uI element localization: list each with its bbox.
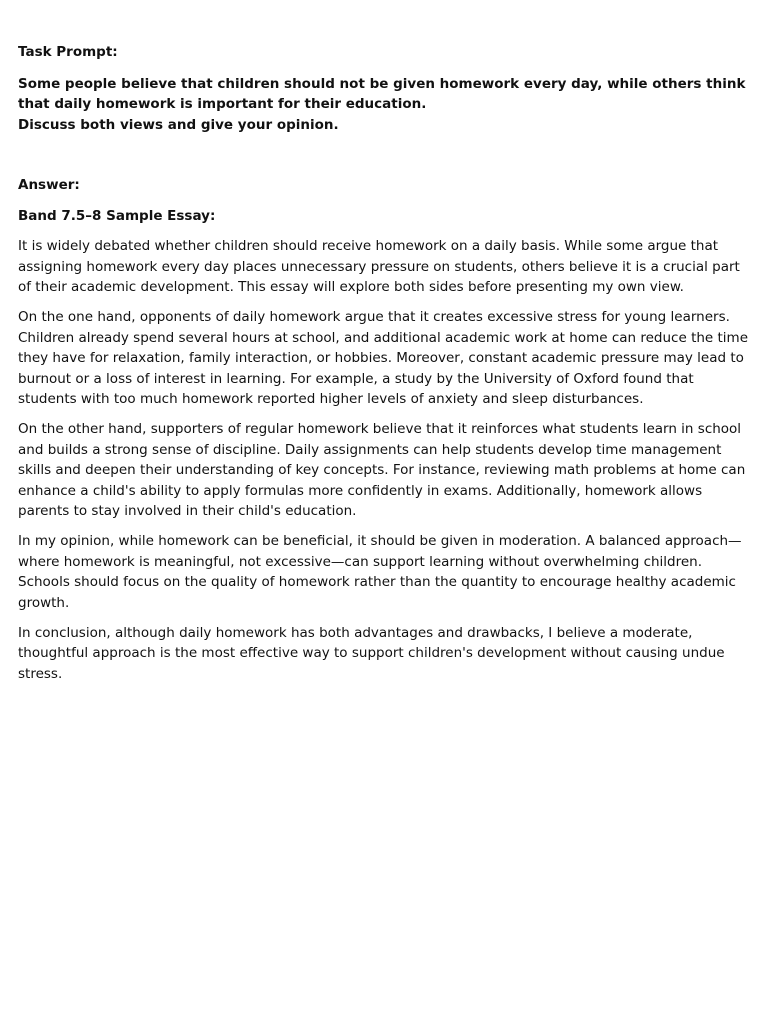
essay-paragraph-introduction: It is widely debated whether children should receive homework on a daily basis. While some argue that assigning homework every day places unnecessary pressure on students, others believe it is a crucial part of their academic development. This essay will explore both sides before presenting my own view. <box>18 238 740 295</box>
band-score-heading: Band 7.5–8 Sample Essay: <box>18 207 216 224</box>
task-prompt-instruction: Discuss both views and give your opinion. <box>18 116 339 133</box>
essay-paragraph-conclusion: In conclusion, although daily homework has both advantages and drawbacks, I believe a moderate, thoughtful approach is the most effective way to support children's development without causing undue stress. <box>18 624 725 682</box>
essay-body <box>18 236 748 684</box>
task-prompt-heading: Task Prompt: <box>18 44 118 60</box>
answer-heading: Answer: <box>18 177 80 193</box>
task-prompt-question: Some people believe that children should not be given homework every day, while others think that daily homework is important for their education. <box>18 75 746 112</box>
essay-paragraph-opponents-view: On the one hand, opponents of daily homework argue that it creates excessive stress for young learners. Children already spend several hours at school, and additional academic work at home can reduce the time they have for relaxation, family interaction, or hobbies. Moreover, constant academic pressure may lead to burnout or a loss of interest in learning. For example, a study by the University of Oxford found that students with too much homework reported higher levels of anxiety and sleep disturbances. <box>18 309 749 407</box>
essay-paragraph-opinion: In my opinion, while homework can be beneficial, it should be given in moderation. A balanced approach—where homework is meaningful, not excessive—can support learning without overwhelming children. Schools should focus on the quality of homework rather than the quantity to encourage healthy academic growth. <box>18 533 742 611</box>
task-prompt-text <box>18 74 748 136</box>
essay-paragraph-supporters-view: On the other hand, supporters of regular homework believe that it reinforces what students learn in school and builds a strong sense of discipline. Daily assignments can help students develop time management skills and deepen their understanding of key concepts. For instance, reviewing math problems at home can enhance a child's ability to apply formulas more confidently in exams. Additionally, homework allows parents to stay involved in their child's education. <box>18 421 746 519</box>
